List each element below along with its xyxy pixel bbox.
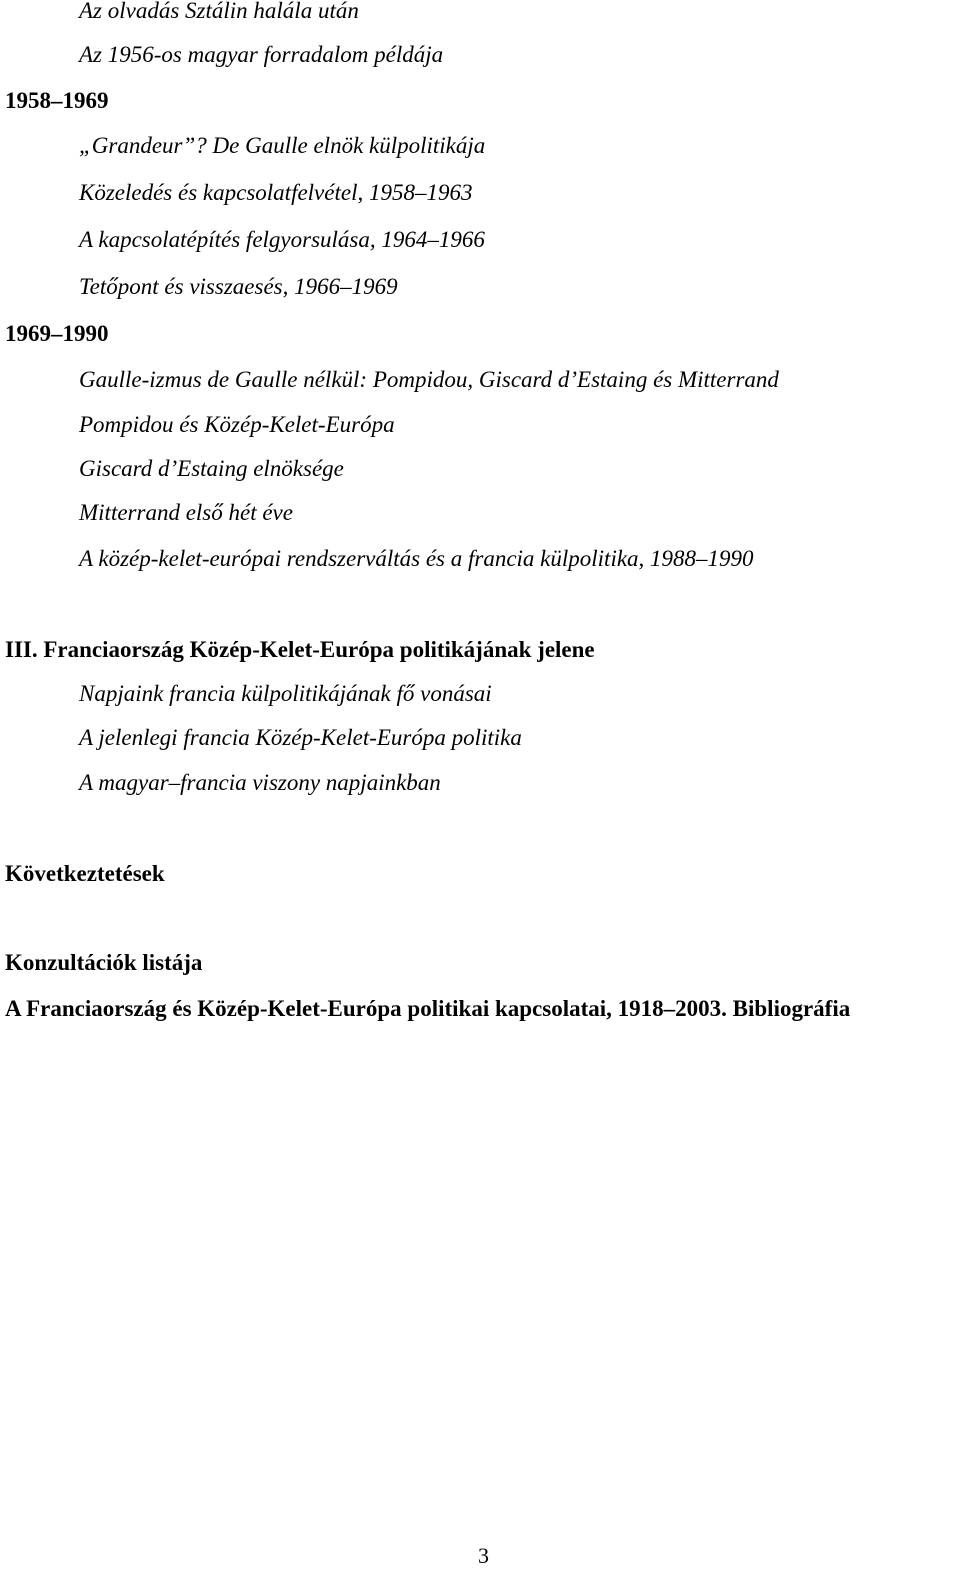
toc-entry-pompidou: Pompidou és Közép-Kelet-Európa: [79, 412, 395, 437]
toc-entry-peak-decline-1966-1969: Tetőpont és visszaesés, 1966–1969: [79, 274, 398, 299]
page-number: 3: [478, 1543, 489, 1568]
toc-entry-1956-revolution: Az 1956-os magyar forradalom példája: [79, 42, 444, 67]
toc-entry-giscard-presidency: Giscard d’Estaing elnöksége: [79, 456, 344, 481]
toc-heading-1958-1969: 1958–1969: [5, 88, 109, 113]
toc-entry-rapprochement-1958-1963: Közeledés és kapcsolatfelvétel, 1958–1963: [79, 180, 473, 205]
toc-entry-acceleration-1964-1966: A kapcsolatépítés felgyorsulása, 1964–1966: [79, 227, 485, 252]
toc-entry-hungarian-french-relations: A magyar–francia viszony napjainkban: [79, 770, 441, 795]
toc-entry-current-cee-policy: A jelenlegi francia Közép-Kelet-Európa politika: [79, 725, 522, 750]
toc-heading-conclusions: Következtetések: [5, 861, 165, 886]
toc-entry-thaw-after-stalin: Az olvadás Sztálin halála után: [79, 0, 359, 23]
toc-entry-regime-change-1988-1990: A közép-kelet-európai rendszerváltás és a francia külpolitika, 1988–1990: [79, 546, 754, 571]
toc-heading-consultations: Konzultációk listája: [5, 950, 203, 975]
toc-entry-grandeur: „Grandeur”? De Gaulle elnök külpolitikája: [79, 133, 486, 158]
toc-heading-bibliography: A Franciaország és Közép-Kelet-Európa politikai kapcsolatai, 1918–2003. Bibliográfia: [5, 996, 851, 1021]
toc-heading-1969-1990: 1969–1990: [5, 321, 109, 346]
toc-entry-gaullism-without-de-gaulle: Gaulle-izmus de Gaulle nélkül: Pompidou, Giscard d’Estaing és Mitterrand: [79, 367, 779, 392]
toc-entry-current-foreign-policy: Napjaink francia külpolitikájának fő vonásai: [79, 681, 492, 706]
toc-entry-mitterrand-first-seven-years: Mitterrand első hét éve: [79, 500, 293, 525]
toc-heading-part-three: III. Franciaország Közép-Kelet-Európa politikájának jelene: [5, 637, 595, 662]
